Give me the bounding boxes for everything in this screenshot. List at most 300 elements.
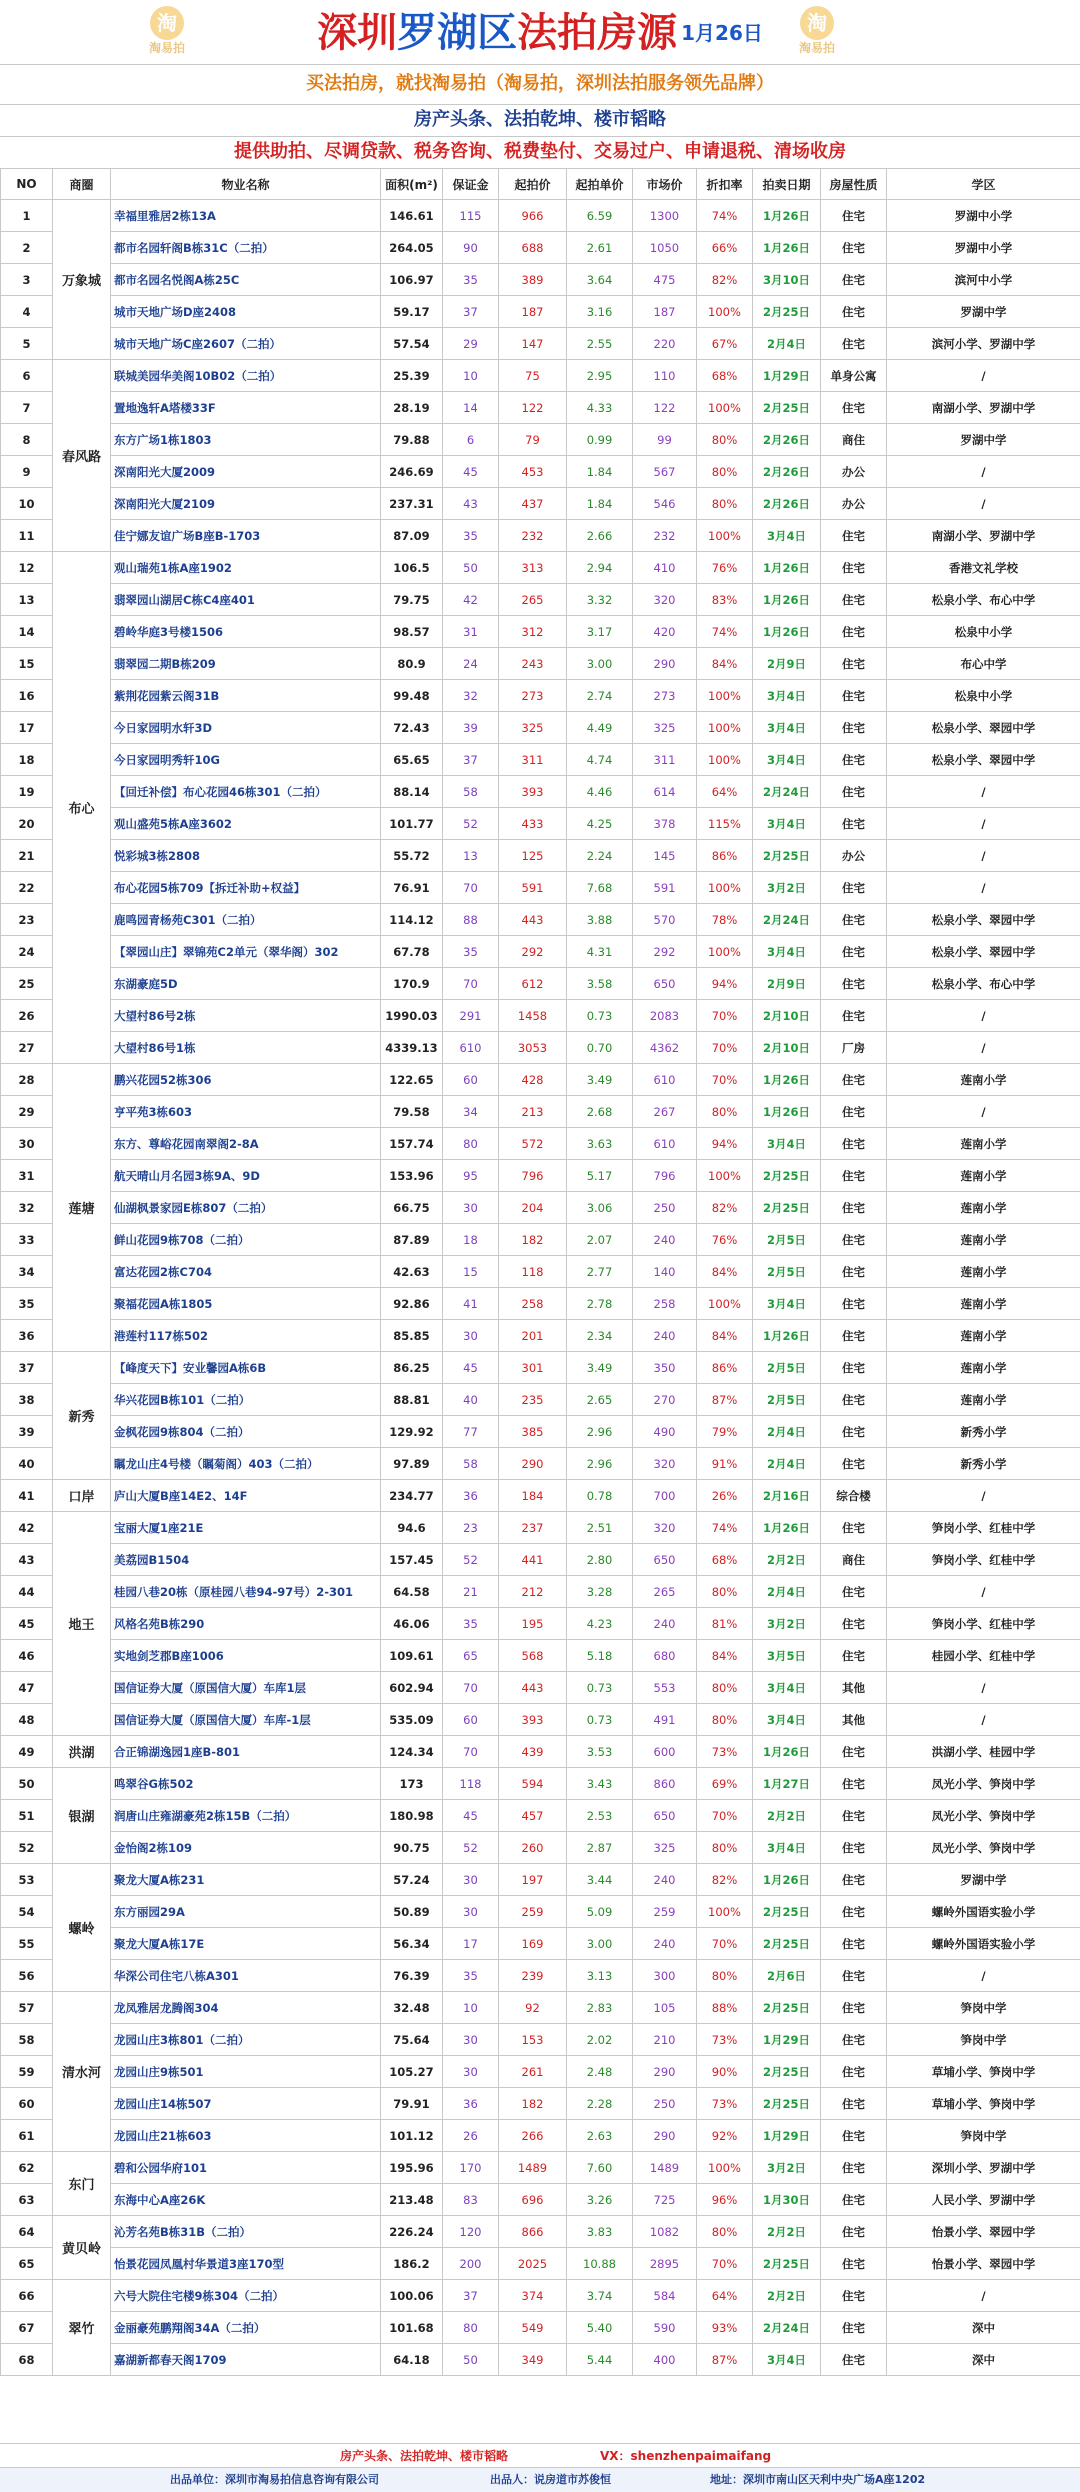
property-type-value: 办公 xyxy=(821,456,887,488)
property-type-value: 商住 xyxy=(821,1544,887,1576)
unit-price-value: 5.18 xyxy=(567,1640,633,1672)
start-price-value: 313 xyxy=(499,552,567,584)
deposit-value: 35 xyxy=(443,264,499,296)
deposit-value: 70 xyxy=(443,1736,499,1768)
start-price-value: 153 xyxy=(499,2024,567,2056)
property-type-value: 住宅 xyxy=(821,2056,887,2088)
table-row xyxy=(1,1928,1080,1960)
discount-value: 100% xyxy=(697,872,753,904)
property-name: 城市天地广场D座2408 xyxy=(111,296,381,328)
discount-value: 94% xyxy=(697,1128,753,1160)
school-value: 莲南小学 xyxy=(887,1384,1080,1416)
property-type-value: 住宅 xyxy=(821,1064,887,1096)
property-type-value: 住宅 xyxy=(821,904,887,936)
area-value: 86.25 xyxy=(381,1352,443,1384)
deposit-value: 52 xyxy=(443,1832,499,1864)
col-property-type: 房屋性质 xyxy=(821,169,887,200)
start-price-value: 92 xyxy=(499,1992,567,2024)
deposit-value: 30 xyxy=(443,1896,499,1928)
market-price-value: 475 xyxy=(633,264,697,296)
market-price-value: 614 xyxy=(633,776,697,808)
property-type-value: 住宅 xyxy=(821,1512,887,1544)
property-type-value: 综合楼 xyxy=(821,1480,887,1512)
property-name: 鸣翠谷G栋502 xyxy=(111,1768,381,1800)
deposit-value: 610 xyxy=(443,1032,499,1064)
unit-price-value: 2.83 xyxy=(567,1992,633,2024)
auction-date-value: 2月2日 xyxy=(753,1544,821,1576)
discount-value: 79% xyxy=(697,1416,753,1448)
district-cell: 翠竹 xyxy=(53,2280,111,2376)
school-value: / xyxy=(887,872,1080,904)
school-value: / xyxy=(887,840,1080,872)
row-no: 26 xyxy=(1,1000,53,1032)
unit-price-value: 2.28 xyxy=(567,2088,633,2120)
property-name: 国信证券大厦（原国信大厦）车库-1层 xyxy=(111,1704,381,1736)
discount-value: 74% xyxy=(697,200,753,232)
footer-tagline-bar xyxy=(0,2443,1080,2468)
discount-value: 82% xyxy=(697,1864,753,1896)
property-name: 沁芳名苑B栋31B（二拍） xyxy=(111,2216,381,2248)
discount-value: 90% xyxy=(697,2056,753,2088)
deposit-value: 6 xyxy=(443,424,499,456)
table-row xyxy=(1,584,1080,616)
col-unit-price: 起拍单价 xyxy=(567,169,633,200)
unit-price-value: 2.87 xyxy=(567,1832,633,1864)
school-value: 松泉小学、翠园中学 xyxy=(887,936,1080,968)
property-type-value: 其他 xyxy=(821,1704,887,1736)
unit-price-value: 3.32 xyxy=(567,584,633,616)
property-name: 龙凤雅居龙腾阁304 xyxy=(111,1992,381,2024)
auction-date-value: 3月4日 xyxy=(753,1288,821,1320)
brand-logo-left xyxy=(140,6,194,60)
property-name: 国信证券大厦（原国信大厦）车库1层 xyxy=(111,1672,381,1704)
school-value: 罗湖中学 xyxy=(887,1864,1080,1896)
row-no: 37 xyxy=(1,1352,53,1384)
area-value: 85.85 xyxy=(381,1320,443,1352)
school-value: / xyxy=(887,1000,1080,1032)
auction-date-value: 2月2日 xyxy=(753,1800,821,1832)
deposit-value: 45 xyxy=(443,1800,499,1832)
property-type-value: 住宅 xyxy=(821,1992,887,2024)
unit-price-value: 5.40 xyxy=(567,2312,633,2344)
school-value: 莲南小学 xyxy=(887,1192,1080,1224)
market-price-value: 4362 xyxy=(633,1032,697,1064)
row-no: 36 xyxy=(1,1320,53,1352)
auction-date-value: 2月25日 xyxy=(753,840,821,872)
district-cell: 地王 xyxy=(53,1512,111,1736)
row-no: 68 xyxy=(1,2344,53,2376)
district-cell: 洪湖 xyxy=(53,1736,111,1768)
property-name: 宝丽大厦1座21E xyxy=(111,1512,381,1544)
auction-date-value: 2月2日 xyxy=(753,2280,821,2312)
unit-price-value: 2.78 xyxy=(567,1288,633,1320)
area-value: 226.24 xyxy=(381,2216,443,2248)
table-row xyxy=(1,1096,1080,1128)
start-price-value: 428 xyxy=(499,1064,567,1096)
row-no: 64 xyxy=(1,2216,53,2248)
start-price-value: 443 xyxy=(499,1672,567,1704)
start-price-value: 594 xyxy=(499,1768,567,1800)
property-name: 金怡阁2栋109 xyxy=(111,1832,381,1864)
discount-value: 73% xyxy=(697,2024,753,2056)
unit-price-value: 0.73 xyxy=(567,1000,633,1032)
deposit-value: 40 xyxy=(443,1384,499,1416)
start-price-value: 443 xyxy=(499,904,567,936)
deposit-value: 13 xyxy=(443,840,499,872)
start-price-value: 118 xyxy=(499,1256,567,1288)
property-name: 庐山大厦B座14E2、14F xyxy=(111,1480,381,1512)
school-value: 螺岭外国语实验小学 xyxy=(887,1896,1080,1928)
start-price-value: 572 xyxy=(499,1128,567,1160)
auction-date-value: 1月29日 xyxy=(753,2120,821,2152)
table-row xyxy=(1,1256,1080,1288)
row-no: 66 xyxy=(1,2280,53,2312)
market-price-value: 1082 xyxy=(633,2216,697,2248)
school-value: 凤光小学、笋岗中学 xyxy=(887,1832,1080,1864)
property-type-value: 住宅 xyxy=(821,1224,887,1256)
footer-info-bar xyxy=(0,2467,1080,2492)
property-name: 嘉湖新都春天阁1709 xyxy=(111,2344,381,2376)
table-row xyxy=(1,1448,1080,1480)
market-price-value: 290 xyxy=(633,2120,697,2152)
school-value: / xyxy=(887,1096,1080,1128)
deposit-value: 60 xyxy=(443,1704,499,1736)
school-value: 新秀小学 xyxy=(887,1416,1080,1448)
school-value: 松泉小学、布心中学 xyxy=(887,584,1080,616)
auction-date-value: 2月9日 xyxy=(753,648,821,680)
market-price-value: 250 xyxy=(633,1192,697,1224)
col-discount: 折扣率 xyxy=(697,169,753,200)
table-row xyxy=(1,520,1080,552)
area-value: 64.18 xyxy=(381,2344,443,2376)
property-type-value: 住宅 xyxy=(821,1928,887,1960)
auction-date-value: 3月4日 xyxy=(753,808,821,840)
footer-publisher: 出品单位：深圳市淘易拍信息咨询有限公司 xyxy=(170,2468,379,2492)
auction-date-value: 3月4日 xyxy=(753,744,821,776)
discount-value: 100% xyxy=(697,1288,753,1320)
property-type-value: 住宅 xyxy=(821,1576,887,1608)
start-price-value: 796 xyxy=(499,1160,567,1192)
unit-price-value: 3.13 xyxy=(567,1960,633,1992)
area-value: 101.68 xyxy=(381,2312,443,2344)
district-cell: 布心 xyxy=(53,552,111,1064)
start-price-value: 290 xyxy=(499,1448,567,1480)
area-value: 59.17 xyxy=(381,296,443,328)
table-row xyxy=(1,1512,1080,1544)
table-row xyxy=(1,232,1080,264)
auction-date-value: 3月4日 xyxy=(753,1704,821,1736)
row-no: 33 xyxy=(1,1224,53,1256)
table-row xyxy=(1,1608,1080,1640)
area-value: 122.65 xyxy=(381,1064,443,1096)
table-row xyxy=(1,2024,1080,2056)
unit-price-value: 0.99 xyxy=(567,424,633,456)
property-name: 佳宁娜友谊广场B座B-1703 xyxy=(111,520,381,552)
area-value: 55.72 xyxy=(381,840,443,872)
market-price-value: 240 xyxy=(633,1320,697,1352)
discount-value: 64% xyxy=(697,776,753,808)
property-type-value: 住宅 xyxy=(821,1768,887,1800)
market-price-value: 1489 xyxy=(633,2152,697,2184)
market-price-value: 1050 xyxy=(633,232,697,264)
auction-date-value: 2月4日 xyxy=(753,328,821,360)
row-no: 22 xyxy=(1,872,53,904)
area-value: 237.31 xyxy=(381,488,443,520)
row-no: 48 xyxy=(1,1704,53,1736)
area-value: 28.19 xyxy=(381,392,443,424)
start-price-value: 437 xyxy=(499,488,567,520)
start-price-value: 311 xyxy=(499,744,567,776)
property-name: 碧和公园华府101 xyxy=(111,2152,381,2184)
property-type-value: 住宅 xyxy=(821,968,887,1000)
start-price-value: 184 xyxy=(499,1480,567,1512)
area-value: 50.89 xyxy=(381,1896,443,1928)
col-deposit: 保证金 xyxy=(443,169,499,200)
table-row xyxy=(1,1288,1080,1320)
area-value: 124.34 xyxy=(381,1736,443,1768)
row-no: 55 xyxy=(1,1928,53,1960)
area-value: 602.94 xyxy=(381,1672,443,1704)
unit-price-value: 2.65 xyxy=(567,1384,633,1416)
row-no: 14 xyxy=(1,616,53,648)
deposit-value: 200 xyxy=(443,2248,499,2280)
school-value: 罗湖中小学 xyxy=(887,232,1080,264)
table-row xyxy=(1,2312,1080,2344)
row-no: 6 xyxy=(1,360,53,392)
row-no: 67 xyxy=(1,2312,53,2344)
title-subject: 法拍房源 xyxy=(517,10,677,56)
discount-value: 86% xyxy=(697,840,753,872)
discount-value: 73% xyxy=(697,2088,753,2120)
deposit-value: 29 xyxy=(443,328,499,360)
area-value: 88.81 xyxy=(381,1384,443,1416)
row-no: 38 xyxy=(1,1384,53,1416)
property-type-value: 办公 xyxy=(821,488,887,520)
property-type-value: 住宅 xyxy=(821,776,887,808)
area-value: 32.48 xyxy=(381,1992,443,2024)
property-type-value: 办公 xyxy=(821,840,887,872)
discount-value: 115% xyxy=(697,808,753,840)
deposit-value: 58 xyxy=(443,776,499,808)
auction-date-value: 2月25日 xyxy=(753,1160,821,1192)
discount-value: 70% xyxy=(697,1928,753,1960)
discount-value: 96% xyxy=(697,2184,753,2216)
unit-price-value: 2.24 xyxy=(567,840,633,872)
auction-date-value: 1月26日 xyxy=(753,1736,821,1768)
discount-value: 76% xyxy=(697,1224,753,1256)
table-body xyxy=(1,200,1080,2376)
property-name: 悦彩城3栋2808 xyxy=(111,840,381,872)
row-no: 41 xyxy=(1,1480,53,1512)
discount-value: 100% xyxy=(697,1896,753,1928)
row-no: 40 xyxy=(1,1448,53,1480)
row-no: 58 xyxy=(1,2024,53,2056)
deposit-value: 43 xyxy=(443,488,499,520)
deposit-value: 37 xyxy=(443,2280,499,2312)
table-row xyxy=(1,1544,1080,1576)
auction-date-value: 1月26日 xyxy=(753,1064,821,1096)
unit-price-value: 2.68 xyxy=(567,1096,633,1128)
auction-date-value: 2月24日 xyxy=(753,904,821,936)
market-price-value: 267 xyxy=(633,1096,697,1128)
unit-price-value: 3.00 xyxy=(567,648,633,680)
unit-price-value: 4.49 xyxy=(567,712,633,744)
start-price-value: 260 xyxy=(499,1832,567,1864)
property-name: 都市名园轩阁B栋31C（二拍） xyxy=(111,232,381,264)
unit-price-value: 2.02 xyxy=(567,2024,633,2056)
table-row xyxy=(1,1000,1080,1032)
unit-price-value: 2.96 xyxy=(567,1416,633,1448)
property-type-value: 住宅 xyxy=(821,232,887,264)
unit-price-value: 5.44 xyxy=(567,2344,633,2376)
market-price-value: 325 xyxy=(633,712,697,744)
area-value: 57.54 xyxy=(381,328,443,360)
property-name: 东方、尊峪花园南翠阁2-8A xyxy=(111,1128,381,1160)
auction-date-value: 2月24日 xyxy=(753,776,821,808)
start-price-value: 301 xyxy=(499,1352,567,1384)
property-name: 金丽豪苑鹏翔阁34A（二拍） xyxy=(111,2312,381,2344)
start-price-value: 393 xyxy=(499,1704,567,1736)
deposit-value: 18 xyxy=(443,1224,499,1256)
start-price-value: 197 xyxy=(499,1864,567,1896)
auction-date-value: 2月25日 xyxy=(753,1928,821,1960)
market-price-value: 240 xyxy=(633,1864,697,1896)
auction-date-value: 3月4日 xyxy=(753,680,821,712)
area-value: 100.06 xyxy=(381,2280,443,2312)
area-value: 57.24 xyxy=(381,1864,443,1896)
property-type-value: 住宅 xyxy=(821,520,887,552)
row-no: 16 xyxy=(1,680,53,712)
row-no: 60 xyxy=(1,2088,53,2120)
property-type-value: 住宅 xyxy=(821,648,887,680)
deposit-value: 118 xyxy=(443,1768,499,1800)
unit-price-value: 3.06 xyxy=(567,1192,633,1224)
deposit-value: 14 xyxy=(443,392,499,424)
table-row xyxy=(1,1416,1080,1448)
area-value: 195.96 xyxy=(381,2152,443,2184)
discount-value: 81% xyxy=(697,1608,753,1640)
auction-date-value: 2月25日 xyxy=(753,392,821,424)
property-name: 合正锦湖逸园1座B-801 xyxy=(111,1736,381,1768)
col-area: 面积(m²) xyxy=(381,169,443,200)
discount-value: 80% xyxy=(697,424,753,456)
market-price-value: 145 xyxy=(633,840,697,872)
start-price-value: 696 xyxy=(499,2184,567,2216)
auction-date-value: 1月27日 xyxy=(753,1768,821,1800)
title-date: 1月26日 xyxy=(681,21,763,45)
deposit-value: 95 xyxy=(443,1160,499,1192)
table-row xyxy=(1,776,1080,808)
table-row xyxy=(1,1480,1080,1512)
discount-value: 84% xyxy=(697,648,753,680)
auction-date-value: 3月4日 xyxy=(753,1672,821,1704)
deposit-value: 36 xyxy=(443,1480,499,1512)
row-no: 44 xyxy=(1,1576,53,1608)
auction-date-value: 3月2日 xyxy=(753,872,821,904)
area-value: 79.58 xyxy=(381,1096,443,1128)
auction-date-value: 3月4日 xyxy=(753,712,821,744)
property-name: 幸福里雅居2栋13A xyxy=(111,200,381,232)
deposit-value: 70 xyxy=(443,872,499,904)
auction-date-value: 2月26日 xyxy=(753,424,821,456)
start-price-value: 453 xyxy=(499,456,567,488)
unit-price-value: 4.33 xyxy=(567,392,633,424)
discount-value: 86% xyxy=(697,1352,753,1384)
property-name: 翡翠园二期B栋209 xyxy=(111,648,381,680)
property-type-value: 住宅 xyxy=(821,328,887,360)
table-row xyxy=(1,1384,1080,1416)
auction-date-value: 2月26日 xyxy=(753,488,821,520)
row-no: 51 xyxy=(1,1800,53,1832)
property-type-value: 住宅 xyxy=(821,1288,887,1320)
discount-value: 64% xyxy=(697,2280,753,2312)
listing-table xyxy=(0,168,1080,2376)
row-no: 27 xyxy=(1,1032,53,1064)
area-value: 114.12 xyxy=(381,904,443,936)
unit-price-value: 3.49 xyxy=(567,1064,633,1096)
table-row xyxy=(1,1576,1080,1608)
discount-value: 82% xyxy=(697,264,753,296)
row-no: 12 xyxy=(1,552,53,584)
property-type-value: 住宅 xyxy=(821,200,887,232)
property-name: 怡景花园凤凰村华景道3座170型 xyxy=(111,2248,381,2280)
area-value: 170.9 xyxy=(381,968,443,1000)
table-row xyxy=(1,872,1080,904)
discount-value: 80% xyxy=(697,1096,753,1128)
property-name: 华兴花园B栋101（二拍） xyxy=(111,1384,381,1416)
school-value: / xyxy=(887,776,1080,808)
property-type-value: 住宅 xyxy=(821,264,887,296)
market-price-value: 105 xyxy=(633,1992,697,2024)
area-value: 157.74 xyxy=(381,1128,443,1160)
property-type-value: 住宅 xyxy=(821,2152,887,2184)
market-price-value: 567 xyxy=(633,456,697,488)
auction-date-value: 3月4日 xyxy=(753,1832,821,1864)
deposit-value: 30 xyxy=(443,2056,499,2088)
school-value: 松泉小学、翠园中学 xyxy=(887,712,1080,744)
property-name: 置地逸轩A塔楼33F xyxy=(111,392,381,424)
row-no: 9 xyxy=(1,456,53,488)
discount-value: 82% xyxy=(697,1192,753,1224)
property-name: 金枫花园9栋804（二拍） xyxy=(111,1416,381,1448)
start-price-value: 273 xyxy=(499,680,567,712)
area-value: 146.61 xyxy=(381,200,443,232)
market-price-value: 378 xyxy=(633,808,697,840)
property-name: 富达花园2栋C704 xyxy=(111,1256,381,1288)
unit-price-value: 3.64 xyxy=(567,264,633,296)
market-price-value: 320 xyxy=(633,1448,697,1480)
property-type-value: 住宅 xyxy=(821,1832,887,1864)
property-type-value: 单身公寓 xyxy=(821,360,887,392)
table-row xyxy=(1,2280,1080,2312)
property-name: 龙园山庄14栋507 xyxy=(111,2088,381,2120)
market-price-value: 650 xyxy=(633,1544,697,1576)
unit-price-value: 10.88 xyxy=(567,2248,633,2280)
area-value: 153.96 xyxy=(381,1160,443,1192)
school-value: 莲南小学 xyxy=(887,1128,1080,1160)
discount-value: 70% xyxy=(697,2248,753,2280)
area-value: 25.39 xyxy=(381,360,443,392)
property-name: 今日家园明水轩3D xyxy=(111,712,381,744)
property-type-value: 住宅 xyxy=(821,1736,887,1768)
area-value: 157.45 xyxy=(381,1544,443,1576)
market-price-value: 99 xyxy=(633,424,697,456)
row-no: 57 xyxy=(1,1992,53,2024)
school-value: 滨河小学、罗湖中学 xyxy=(887,328,1080,360)
start-price-value: 125 xyxy=(499,840,567,872)
school-value: / xyxy=(887,808,1080,840)
unit-price-value: 3.83 xyxy=(567,2216,633,2248)
